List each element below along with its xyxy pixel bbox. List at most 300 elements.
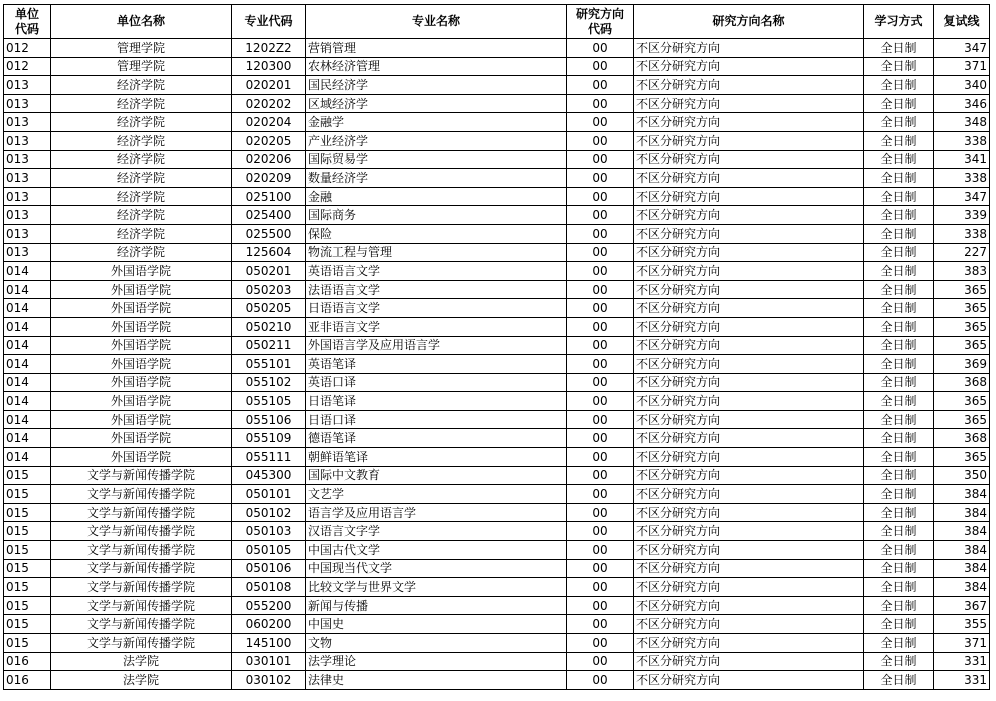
study-mode-cell: 全日制	[864, 448, 934, 467]
direction-name-cell: 不区分研究方向	[634, 57, 864, 76]
direction-code-cell: 00	[567, 410, 634, 429]
retest-score-cell: 384	[934, 485, 990, 504]
table-row	[4, 373, 990, 392]
direction-name-cell: 不区分研究方向	[634, 169, 864, 188]
major-name-cell: 产业经济学	[306, 131, 567, 150]
retest-score-cell: 346	[934, 94, 990, 113]
unit-name-cell: 文学与新闻传播学院	[51, 485, 232, 504]
major-code-cell: 050102	[232, 503, 306, 522]
direction-name-cell: 不区分研究方向	[634, 652, 864, 671]
major-code-cell: 030101	[232, 652, 306, 671]
major-code-cell: 020209	[232, 169, 306, 188]
table-row	[4, 485, 990, 504]
study-mode-cell: 全日制	[864, 317, 934, 336]
major-name-cell: 英语口译	[306, 373, 567, 392]
major-code-cell: 050201	[232, 262, 306, 281]
study-mode-cell: 全日制	[864, 634, 934, 653]
table-row	[4, 262, 990, 281]
direction-code-cell: 00	[567, 373, 634, 392]
unit-code-cell: 014	[4, 448, 51, 467]
direction-name-cell: 不区分研究方向	[634, 224, 864, 243]
direction-code-cell: 00	[567, 262, 634, 281]
unit-name-cell: 外国语学院	[51, 262, 232, 281]
table-row	[4, 317, 990, 336]
retest-score-cell: 368	[934, 373, 990, 392]
unit-name-cell: 外国语学院	[51, 317, 232, 336]
major-code-cell: 050103	[232, 522, 306, 541]
major-code-cell: 025400	[232, 206, 306, 225]
table-row	[4, 76, 990, 95]
retest-score-cell: 369	[934, 355, 990, 374]
retest-score-cell: 347	[934, 39, 990, 58]
study-mode-cell: 全日制	[864, 57, 934, 76]
table-row	[4, 224, 990, 243]
study-mode-cell: 全日制	[864, 262, 934, 281]
unit-name-cell: 外国语学院	[51, 355, 232, 374]
unit-code-cell: 015	[4, 541, 51, 560]
retest-score-cell: 384	[934, 503, 990, 522]
retest-score-cell: 350	[934, 466, 990, 485]
header-direction-code	[567, 5, 634, 39]
direction-code-cell: 00	[567, 336, 634, 355]
study-mode-cell: 全日制	[864, 429, 934, 448]
direction-name-cell: 不区分研究方向	[634, 559, 864, 578]
unit-name-cell: 文学与新闻传播学院	[51, 634, 232, 653]
table-row	[4, 299, 990, 318]
unit-code-cell: 016	[4, 671, 51, 690]
unit-name-cell: 经济学院	[51, 113, 232, 132]
direction-code-cell: 00	[567, 187, 634, 206]
unit-name-cell: 外国语学院	[51, 429, 232, 448]
unit-name-cell: 法学院	[51, 671, 232, 690]
major-name-cell: 英语笔译	[306, 355, 567, 374]
table-row	[4, 671, 990, 690]
major-code-cell: 055102	[232, 373, 306, 392]
table-row	[4, 94, 990, 113]
header-major-code: 专业代码	[232, 5, 306, 39]
table-row	[4, 187, 990, 206]
direction-name-cell: 不区分研究方向	[634, 615, 864, 634]
major-name-cell: 中国古代文学	[306, 541, 567, 560]
table-row	[4, 169, 990, 188]
direction-code-cell: 00	[567, 206, 634, 225]
unit-code-cell: 015	[4, 485, 51, 504]
direction-code-cell: 00	[567, 113, 634, 132]
major-code-cell: 050211	[232, 336, 306, 355]
direction-name-cell: 不区分研究方向	[634, 113, 864, 132]
major-name-cell: 文物	[306, 634, 567, 653]
unit-code-cell: 013	[4, 131, 51, 150]
table-row	[4, 578, 990, 597]
study-mode-cell: 全日制	[864, 410, 934, 429]
direction-code-cell: 00	[567, 94, 634, 113]
major-name-cell: 法学理论	[306, 652, 567, 671]
study-mode-cell: 全日制	[864, 299, 934, 318]
unit-code-cell: 014	[4, 280, 51, 299]
major-code-cell: 055200	[232, 596, 306, 615]
direction-name-cell: 不区分研究方向	[634, 39, 864, 58]
direction-code-cell: 00	[567, 76, 634, 95]
retest-score-cell: 347	[934, 187, 990, 206]
major-name-cell: 语言学及应用语言学	[306, 503, 567, 522]
study-mode-cell: 全日制	[864, 39, 934, 58]
retest-score-cell: 341	[934, 150, 990, 169]
major-name-cell: 金融学	[306, 113, 567, 132]
direction-name-cell: 不区分研究方向	[634, 373, 864, 392]
retest-score-cell: 368	[934, 429, 990, 448]
unit-code-cell: 014	[4, 299, 51, 318]
retest-score-cell: 365	[934, 448, 990, 467]
major-code-cell: 1202Z2	[232, 39, 306, 58]
table-row	[4, 541, 990, 560]
major-name-cell: 区域经济学	[306, 94, 567, 113]
retest-score-cell: 338	[934, 169, 990, 188]
major-name-cell: 国民经济学	[306, 76, 567, 95]
study-mode-cell: 全日制	[864, 392, 934, 411]
table-row	[4, 392, 990, 411]
major-name-cell: 中国史	[306, 615, 567, 634]
major-code-cell: 055111	[232, 448, 306, 467]
direction-name-cell: 不区分研究方向	[634, 336, 864, 355]
major-name-cell: 亚非语言文学	[306, 317, 567, 336]
major-code-cell: 050108	[232, 578, 306, 597]
header-unit-code-line2: 代码	[14, 21, 39, 36]
retest-score-cell: 384	[934, 559, 990, 578]
major-code-cell: 020205	[232, 131, 306, 150]
direction-name-cell: 不区分研究方向	[634, 410, 864, 429]
table-row	[4, 280, 990, 299]
direction-code-cell: 00	[567, 224, 634, 243]
major-name-cell: 中国现当代文学	[306, 559, 567, 578]
direction-name-cell: 不区分研究方向	[634, 541, 864, 560]
header-unit-code-line1: 单位	[14, 6, 39, 21]
unit-code-cell: 013	[4, 206, 51, 225]
major-name-cell: 国际中文教育	[306, 466, 567, 485]
study-mode-cell: 全日制	[864, 578, 934, 597]
unit-code-cell: 015	[4, 578, 51, 597]
direction-code-cell: 00	[567, 299, 634, 318]
major-code-cell: 020206	[232, 150, 306, 169]
unit-name-cell: 外国语学院	[51, 373, 232, 392]
unit-code-cell: 014	[4, 429, 51, 448]
study-mode-cell: 全日制	[864, 671, 934, 690]
direction-code-cell: 00	[567, 150, 634, 169]
direction-name-cell: 不区分研究方向	[634, 448, 864, 467]
table-row	[4, 355, 990, 374]
study-mode-cell: 全日制	[864, 466, 934, 485]
retest-score-cell: 371	[934, 634, 990, 653]
direction-name-cell: 不区分研究方向	[634, 429, 864, 448]
direction-code-cell: 00	[567, 615, 634, 634]
unit-code-cell: 014	[4, 373, 51, 392]
major-name-cell: 德语笔译	[306, 429, 567, 448]
direction-code-cell: 00	[567, 578, 634, 597]
header-unit-code	[4, 5, 51, 39]
table-row	[4, 615, 990, 634]
study-mode-cell: 全日制	[864, 559, 934, 578]
table-row	[4, 448, 990, 467]
direction-code-cell: 00	[567, 596, 634, 615]
unit-name-cell: 外国语学院	[51, 280, 232, 299]
study-mode-cell: 全日制	[864, 113, 934, 132]
retest-score-cell: 348	[934, 113, 990, 132]
direction-code-cell: 00	[567, 466, 634, 485]
direction-name-cell: 不区分研究方向	[634, 671, 864, 690]
unit-name-cell: 文学与新闻传播学院	[51, 596, 232, 615]
direction-name-cell: 不区分研究方向	[634, 299, 864, 318]
direction-code-cell: 00	[567, 429, 634, 448]
retest-score-cell: 371	[934, 57, 990, 76]
direction-name-cell: 不区分研究方向	[634, 634, 864, 653]
unit-code-cell: 014	[4, 262, 51, 281]
major-name-cell: 日语语言文学	[306, 299, 567, 318]
unit-name-cell: 外国语学院	[51, 299, 232, 318]
direction-code-cell: 00	[567, 634, 634, 653]
major-code-cell: 055109	[232, 429, 306, 448]
table-body	[4, 39, 990, 690]
major-name-cell: 国际商务	[306, 206, 567, 225]
major-code-cell: 050210	[232, 317, 306, 336]
direction-name-cell: 不区分研究方向	[634, 596, 864, 615]
study-mode-cell: 全日制	[864, 541, 934, 560]
major-name-cell: 新闻与传播	[306, 596, 567, 615]
direction-code-cell: 00	[567, 541, 634, 560]
direction-name-cell: 不区分研究方向	[634, 280, 864, 299]
direction-name-cell: 不区分研究方向	[634, 522, 864, 541]
direction-name-cell: 不区分研究方向	[634, 206, 864, 225]
table-row	[4, 243, 990, 262]
major-code-cell: 055101	[232, 355, 306, 374]
unit-name-cell: 文学与新闻传播学院	[51, 559, 232, 578]
unit-name-cell: 文学与新闻传播学院	[51, 541, 232, 560]
unit-code-cell: 015	[4, 596, 51, 615]
major-code-cell: 050205	[232, 299, 306, 318]
direction-code-cell: 00	[567, 503, 634, 522]
major-name-cell: 文艺学	[306, 485, 567, 504]
unit-code-cell: 012	[4, 57, 51, 76]
direction-code-cell: 00	[567, 317, 634, 336]
major-name-cell: 法律史	[306, 671, 567, 690]
major-code-cell: 120300	[232, 57, 306, 76]
retest-score-cell: 227	[934, 243, 990, 262]
header-unit-name: 单位名称	[51, 5, 232, 39]
retest-score-cell: 365	[934, 317, 990, 336]
unit-name-cell: 经济学院	[51, 206, 232, 225]
direction-code-cell: 00	[567, 280, 634, 299]
unit-code-cell: 013	[4, 224, 51, 243]
study-mode-cell: 全日制	[864, 187, 934, 206]
direction-code-cell: 00	[567, 485, 634, 504]
direction-code-cell: 00	[567, 448, 634, 467]
study-mode-cell: 全日制	[864, 615, 934, 634]
table-row	[4, 522, 990, 541]
direction-name-cell: 不区分研究方向	[634, 503, 864, 522]
header-study-mode: 学习方式	[864, 5, 934, 39]
unit-name-cell: 文学与新闻传播学院	[51, 466, 232, 485]
unit-code-cell: 015	[4, 466, 51, 485]
unit-code-cell: 015	[4, 522, 51, 541]
direction-code-cell: 00	[567, 652, 634, 671]
table-row	[4, 634, 990, 653]
direction-name-cell: 不区分研究方向	[634, 150, 864, 169]
direction-name-cell: 不区分研究方向	[634, 317, 864, 336]
table-row	[4, 559, 990, 578]
header-direction-code-line1: 研究方向	[575, 6, 624, 21]
direction-name-cell: 不区分研究方向	[634, 94, 864, 113]
table-row	[4, 596, 990, 615]
retest-score-cell: 367	[934, 596, 990, 615]
study-mode-cell: 全日制	[864, 224, 934, 243]
study-mode-cell: 全日制	[864, 596, 934, 615]
study-mode-cell: 全日制	[864, 355, 934, 374]
major-code-cell: 145100	[232, 634, 306, 653]
unit-name-cell: 经济学院	[51, 169, 232, 188]
unit-code-cell: 013	[4, 76, 51, 95]
unit-name-cell: 外国语学院	[51, 336, 232, 355]
major-name-cell: 外国语言学及应用语言学	[306, 336, 567, 355]
direction-code-cell: 00	[567, 243, 634, 262]
unit-code-cell: 014	[4, 410, 51, 429]
admission-score-table	[3, 4, 990, 690]
unit-name-cell: 经济学院	[51, 243, 232, 262]
retest-score-cell: 384	[934, 541, 990, 560]
unit-code-cell: 013	[4, 243, 51, 262]
major-name-cell: 比较文学与世界文学	[306, 578, 567, 597]
study-mode-cell: 全日制	[864, 169, 934, 188]
unit-code-cell: 015	[4, 615, 51, 634]
study-mode-cell: 全日制	[864, 373, 934, 392]
study-mode-cell: 全日制	[864, 76, 934, 95]
table-row	[4, 150, 990, 169]
major-code-cell: 055105	[232, 392, 306, 411]
table-row	[4, 131, 990, 150]
major-name-cell: 英语语言文学	[306, 262, 567, 281]
major-code-cell: 020202	[232, 94, 306, 113]
unit-name-cell: 经济学院	[51, 224, 232, 243]
study-mode-cell: 全日制	[864, 652, 934, 671]
study-mode-cell: 全日制	[864, 522, 934, 541]
unit-code-cell: 013	[4, 187, 51, 206]
retest-score-cell: 339	[934, 206, 990, 225]
header-retest-score: 复试线	[934, 5, 990, 39]
direction-code-cell: 00	[567, 57, 634, 76]
retest-score-cell: 331	[934, 652, 990, 671]
direction-code-cell: 00	[567, 559, 634, 578]
major-code-cell: 050101	[232, 485, 306, 504]
retest-score-cell: 340	[934, 76, 990, 95]
unit-name-cell: 文学与新闻传播学院	[51, 503, 232, 522]
unit-code-cell: 013	[4, 94, 51, 113]
unit-name-cell: 外国语学院	[51, 448, 232, 467]
major-code-cell: 020201	[232, 76, 306, 95]
retest-score-cell: 355	[934, 615, 990, 634]
direction-name-cell: 不区分研究方向	[634, 355, 864, 374]
unit-name-cell: 文学与新闻传播学院	[51, 522, 232, 541]
table-row	[4, 410, 990, 429]
header-major-name: 专业名称	[306, 5, 567, 39]
header-direction-code-line2: 代码	[587, 21, 612, 36]
retest-score-cell: 383	[934, 262, 990, 281]
retest-score-cell: 365	[934, 410, 990, 429]
direction-name-cell: 不区分研究方向	[634, 131, 864, 150]
direction-name-cell: 不区分研究方向	[634, 466, 864, 485]
direction-name-cell: 不区分研究方向	[634, 243, 864, 262]
major-code-cell: 060200	[232, 615, 306, 634]
unit-code-cell: 014	[4, 336, 51, 355]
table-row	[4, 503, 990, 522]
direction-name-cell: 不区分研究方向	[634, 262, 864, 281]
unit-code-cell: 014	[4, 355, 51, 374]
retest-score-cell: 338	[934, 224, 990, 243]
major-name-cell: 日语笔译	[306, 392, 567, 411]
unit-name-cell: 外国语学院	[51, 410, 232, 429]
table-row	[4, 652, 990, 671]
retest-score-cell: 331	[934, 671, 990, 690]
direction-name-cell: 不区分研究方向	[634, 76, 864, 95]
major-name-cell: 朝鲜语笔译	[306, 448, 567, 467]
unit-name-cell: 法学院	[51, 652, 232, 671]
study-mode-cell: 全日制	[864, 131, 934, 150]
unit-name-cell: 外国语学院	[51, 392, 232, 411]
major-code-cell: 050105	[232, 541, 306, 560]
major-code-cell: 045300	[232, 466, 306, 485]
retest-score-cell: 384	[934, 578, 990, 597]
major-code-cell: 125604	[232, 243, 306, 262]
retest-score-cell: 365	[934, 392, 990, 411]
major-code-cell: 025500	[232, 224, 306, 243]
unit-name-cell: 经济学院	[51, 131, 232, 150]
unit-code-cell: 012	[4, 39, 51, 58]
direction-code-cell: 00	[567, 522, 634, 541]
study-mode-cell: 全日制	[864, 280, 934, 299]
unit-name-cell: 经济学院	[51, 150, 232, 169]
study-mode-cell: 全日制	[864, 94, 934, 113]
direction-code-cell: 00	[567, 131, 634, 150]
table-row	[4, 336, 990, 355]
major-code-cell: 055106	[232, 410, 306, 429]
unit-name-cell: 管理学院	[51, 39, 232, 58]
major-name-cell: 数量经济学	[306, 169, 567, 188]
retest-score-cell: 365	[934, 280, 990, 299]
retest-score-cell: 365	[934, 299, 990, 318]
major-name-cell: 物流工程与管理	[306, 243, 567, 262]
direction-code-cell: 00	[567, 671, 634, 690]
table-row	[4, 206, 990, 225]
retest-score-cell: 384	[934, 522, 990, 541]
study-mode-cell: 全日制	[864, 485, 934, 504]
major-name-cell: 法语语言文学	[306, 280, 567, 299]
direction-name-cell: 不区分研究方向	[634, 485, 864, 504]
retest-score-cell: 365	[934, 336, 990, 355]
major-name-cell: 金融	[306, 187, 567, 206]
study-mode-cell: 全日制	[864, 336, 934, 355]
unit-code-cell: 015	[4, 634, 51, 653]
unit-name-cell: 管理学院	[51, 57, 232, 76]
major-name-cell: 保险	[306, 224, 567, 243]
unit-name-cell: 经济学院	[51, 76, 232, 95]
major-name-cell: 汉语言文字学	[306, 522, 567, 541]
unit-code-cell: 014	[4, 317, 51, 336]
direction-name-cell: 不区分研究方向	[634, 392, 864, 411]
header-direction-name: 研究方向名称	[634, 5, 864, 39]
unit-name-cell: 文学与新闻传播学院	[51, 578, 232, 597]
header-row	[4, 5, 990, 39]
unit-name-cell: 经济学院	[51, 94, 232, 113]
major-name-cell: 日语口译	[306, 410, 567, 429]
unit-code-cell: 014	[4, 392, 51, 411]
unit-code-cell: 015	[4, 559, 51, 578]
direction-code-cell: 00	[567, 169, 634, 188]
